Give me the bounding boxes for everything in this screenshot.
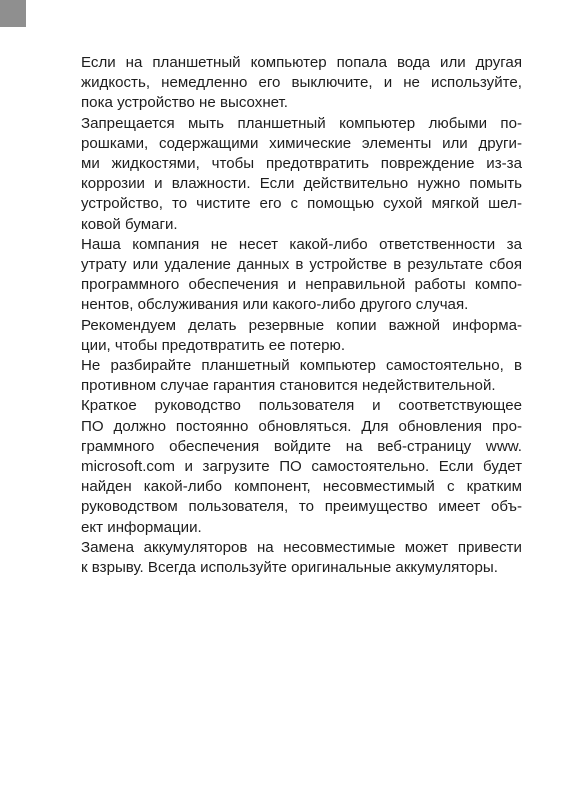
paragraph-backup bbox=[81, 316, 522, 356]
paragraph-liability bbox=[81, 235, 522, 316]
text-line: коррозии и влажности. Если действительно нужно помыть bbox=[81, 175, 522, 193]
text-line: Краткое руководство пользователя и соответствующее bbox=[81, 397, 522, 415]
text-line: граммного обеспечения войдите на веб-страницу www. bbox=[81, 437, 522, 455]
text-line: Если на планшетный компьютер попала вода или другая bbox=[81, 54, 522, 71]
paragraph-software-update bbox=[81, 396, 522, 537]
text-line: противном случае гарантия становится недействительной. bbox=[81, 377, 496, 395]
paragraph-disassembly bbox=[81, 356, 522, 396]
text-line: устройство, то чистите его с помощью сухой мягкой шел- bbox=[81, 195, 522, 213]
text-line: нентов, обслуживания или какого-либо другого случая. bbox=[81, 296, 469, 314]
text-line: жидкость, немедленно его выключите, и не используйте, bbox=[81, 74, 522, 92]
text-line: microsoft.com и загрузите ПО самостоятельно. Если будет bbox=[81, 458, 522, 476]
page-corner-tab bbox=[0, 0, 26, 27]
text-line: Наша компания не несет какой-либо ответственности за bbox=[81, 235, 522, 253]
text-line: утрату или удаление данных в устройстве в результате сбоя bbox=[81, 256, 522, 274]
text-line: найден какой-либо компонент, несовместимый с кратким bbox=[81, 478, 522, 496]
text-line: Рекомендуем делать резервные копии важной информа- bbox=[81, 316, 522, 334]
text-line: пока устройство не высохнет. bbox=[81, 94, 288, 112]
text-line: руководством пользователя, то преимущество имеет объ- bbox=[81, 498, 522, 516]
text-line: Замена аккумуляторов на несовместимые может привести bbox=[81, 538, 522, 556]
text-line: ции, чтобы предотвратить ее потерю. bbox=[81, 336, 346, 354]
text-line: ПО должно постоянно обновляться. Для обновления про- bbox=[81, 417, 522, 435]
paragraph-cleaning-warning bbox=[81, 114, 522, 235]
text-line: Запрещается мыть планшетный компьютер любыми по- bbox=[81, 114, 522, 132]
paragraph-water-warning bbox=[81, 53, 522, 114]
text-line: ект информации. bbox=[81, 518, 202, 536]
document-body bbox=[81, 53, 522, 578]
text-line: рошками, содержащими химические элементы или други- bbox=[81, 134, 522, 152]
text-line: ковой бумаги. bbox=[81, 215, 178, 233]
paragraph-battery-warning bbox=[81, 538, 522, 578]
text-line: программного обеспечения и неправильной работы компо- bbox=[81, 276, 522, 294]
text-line: ми жидкостями, чтобы предотвратить повреждение из-за bbox=[81, 155, 522, 173]
text-line: к взрыву. Всегда используйте оригинальные аккумуляторы. bbox=[81, 559, 498, 577]
text-line: Не разбирайте планшетный компьютер самостоятельно, в bbox=[81, 357, 522, 375]
